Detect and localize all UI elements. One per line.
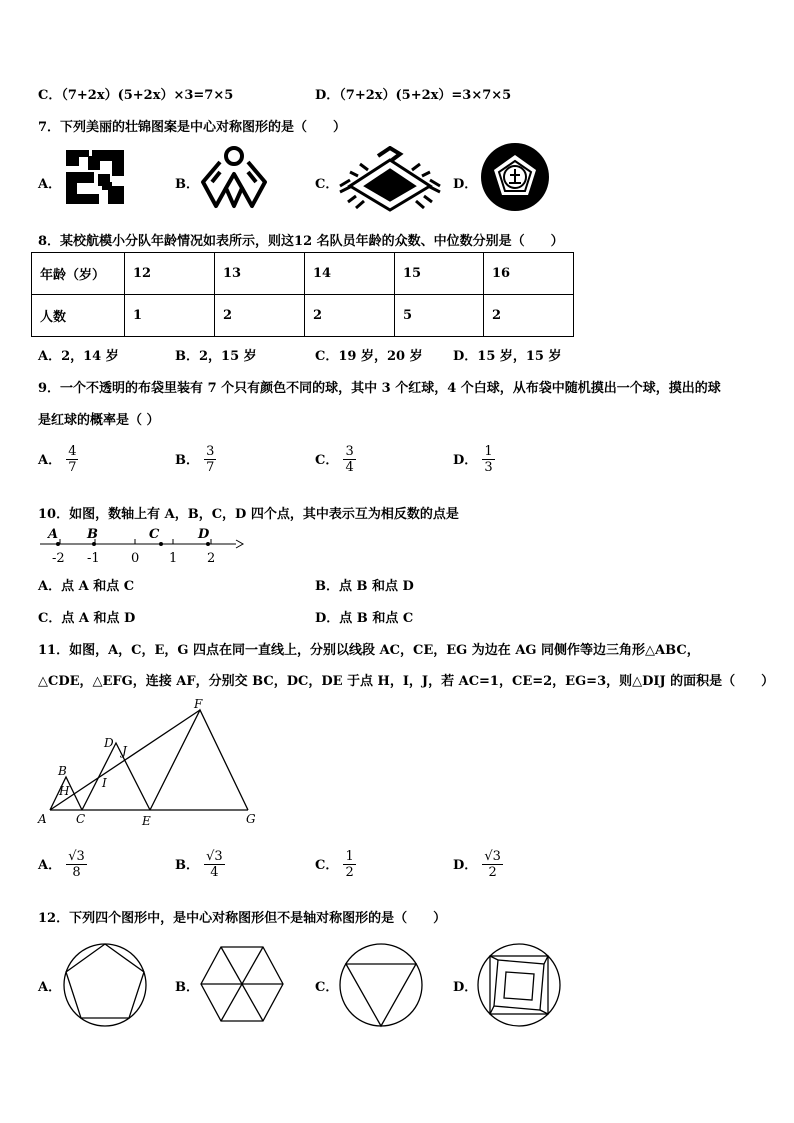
fig-label-d: D (104, 736, 114, 750)
q11-label-d: D． (453, 858, 478, 873)
fig-label-i: I (102, 776, 107, 790)
q9-label-c: C． (315, 453, 339, 468)
denominator: 2 (488, 865, 497, 880)
q8-stem: 8．某校航模小分队年龄情况如表所示，则这12 名队员年龄的众数、中位数分别是（ ） (38, 234, 564, 249)
q12-figure-b-icon (199, 944, 285, 1024)
fig-label-a: A (38, 812, 47, 826)
q9-option-c (315, 444, 356, 475)
q12-figure-c-icon (338, 942, 424, 1028)
q10-option-c: C．点 A 和点 D (38, 611, 136, 626)
q11-triangle-figure (32, 695, 264, 831)
table-cell-age: 15 (395, 253, 484, 295)
q6-option-c: C．（7+2x）(5+2x）×3=7×5 (38, 88, 234, 103)
table-cell-count: 2 (484, 295, 574, 337)
q7-figure-d-icon (479, 141, 551, 213)
q7-label-a: A． (38, 177, 62, 192)
q11-stem-line1: 11．如图，A，C，E，G 四点在同一直线上，分别以线段 AC，CE，EG 为边在 AG 同侧作等边三角形△ABC， (38, 643, 700, 658)
fig-label-h: H (59, 784, 70, 798)
numerator: 4 (68, 444, 77, 459)
denominator: 2 (345, 865, 354, 880)
q11-fraction-a (66, 849, 87, 880)
denominator: 4 (210, 865, 219, 880)
q7-label-b: B． (175, 177, 199, 192)
q7-figure-c-icon (338, 146, 442, 212)
fig-label-f: F (194, 697, 203, 711)
q9-fraction-c (343, 444, 355, 475)
q7-label-c: C． (315, 177, 339, 192)
q8-option-a: A．2，14 岁 (38, 349, 119, 364)
q6-option-d: D．（7+2x）(5+2x）=3×7×5 (315, 88, 512, 103)
q11-fraction-d (482, 849, 503, 880)
numerator: √3 (206, 849, 223, 864)
q10-option-b: B．点 B 和点 D (315, 579, 414, 594)
q9-stem-line2: 是红球的概率是（ ） (38, 413, 160, 428)
numerator: 1 (484, 444, 493, 459)
fig-label-g: G (246, 812, 256, 826)
q12-stem: 12．下列四个图形中，是中心对称图形但不是轴对称图形的是（ ） (38, 911, 447, 926)
q8-option-d: D．15 岁，15 岁 (453, 349, 562, 364)
fig-label-j: J (122, 744, 127, 758)
q9-label-d: D． (453, 453, 478, 468)
denominator: 7 (206, 460, 215, 475)
q9-fraction-a (66, 444, 78, 475)
q12-label-b: B． (175, 980, 199, 995)
table-cell-age: 14 (305, 253, 395, 295)
denominator: 7 (68, 460, 77, 475)
table-cell-count: 2 (215, 295, 305, 337)
denominator: 4 (345, 460, 354, 475)
q7-label-d: D． (453, 177, 478, 192)
tick-label: 0 (131, 551, 140, 566)
table-cell-age: 16 (484, 253, 574, 295)
fig-label-c: C (76, 812, 86, 826)
q11-fraction-b (204, 849, 225, 880)
q9-fraction-b (204, 444, 216, 475)
table-cell-count: 1 (125, 295, 215, 337)
table-cell-age-header: 年龄（岁） (32, 253, 125, 295)
q12-label-c: C． (315, 980, 339, 995)
tick-label: -2 (52, 551, 65, 566)
numerator: √3 (484, 849, 501, 864)
table-cell-count: 2 (305, 295, 395, 337)
q10-stem: 10．如图，数轴上有 A，B，C，D 四个点，其中表示互为相反数的点是 (38, 507, 459, 522)
q11-fraction-c (343, 849, 355, 880)
table-cell-age: 12 (125, 253, 215, 295)
q10-option-d: D．点 B 和点 C (315, 611, 414, 626)
q10-option-a: A．点 A 和点 C (38, 579, 135, 594)
tick-label: 1 (169, 551, 178, 566)
q11-option-d (453, 849, 503, 880)
point-label-a: A (48, 527, 59, 542)
age-table (31, 252, 574, 337)
denominator: 8 (72, 865, 81, 880)
q11-stem-line2: △CDE，△EFG，连接 AF，分别交 BC，DC，DE 于点 H，I，J，若 AC=1，CE=2，EG=3，则△DIJ 的面积是（ ） (38, 674, 775, 689)
q12-figure-a-icon (62, 942, 148, 1028)
fig-label-e: E (142, 814, 151, 828)
point-label-d: D (198, 527, 210, 542)
q11-option-c (315, 849, 356, 880)
point-label-b: B (87, 527, 98, 542)
table-cell-count: 5 (395, 295, 484, 337)
table-cell-age: 13 (215, 253, 305, 295)
q11-label-c: C． (315, 858, 339, 873)
q9-stem-line1: 9．一个不透明的布袋里装有 7 个只有颜色不同的球，其中 3 个红球，4 个白球，从布袋中随机摸出一个球，摸出的球 (38, 381, 721, 396)
numerator: √3 (68, 849, 85, 864)
q11-label-a: A． (38, 858, 62, 873)
fig-label-b: B (58, 764, 67, 778)
denominator: 3 (484, 460, 493, 475)
q9-fraction-d (482, 444, 494, 475)
q9-label-b: B． (175, 453, 199, 468)
q9-label-a: A． (38, 453, 62, 468)
tick-label: -1 (87, 551, 100, 566)
numerator: 1 (345, 849, 354, 864)
q9-option-d (453, 444, 495, 475)
q11-label-b: B． (175, 858, 199, 873)
q12-figure-d-icon (476, 942, 562, 1028)
q7-stem: 7．下列美丽的壮锦图案是中心对称图形的是（ ） (38, 120, 347, 135)
point-label-c: C (149, 527, 160, 542)
tick-label: 2 (207, 551, 216, 566)
q11-option-b (175, 849, 225, 880)
q8-option-b: B．2，15 岁 (175, 349, 257, 364)
table-cell-count-header: 人数 (32, 295, 125, 337)
numerator: 3 (345, 444, 354, 459)
q8-option-c: C．19 岁，20 岁 (315, 349, 423, 364)
q7-figure-a-icon (62, 146, 128, 208)
q9-option-b (175, 444, 216, 475)
q7-figure-b-icon (198, 144, 270, 212)
table-row (32, 295, 574, 337)
q10-number-line (36, 524, 246, 570)
q9-option-a (38, 444, 78, 475)
numerator: 3 (206, 444, 215, 459)
q12-label-d: D． (453, 980, 478, 995)
q12-label-a: A． (38, 980, 62, 995)
q11-option-a (38, 849, 87, 880)
table-row (32, 253, 574, 295)
